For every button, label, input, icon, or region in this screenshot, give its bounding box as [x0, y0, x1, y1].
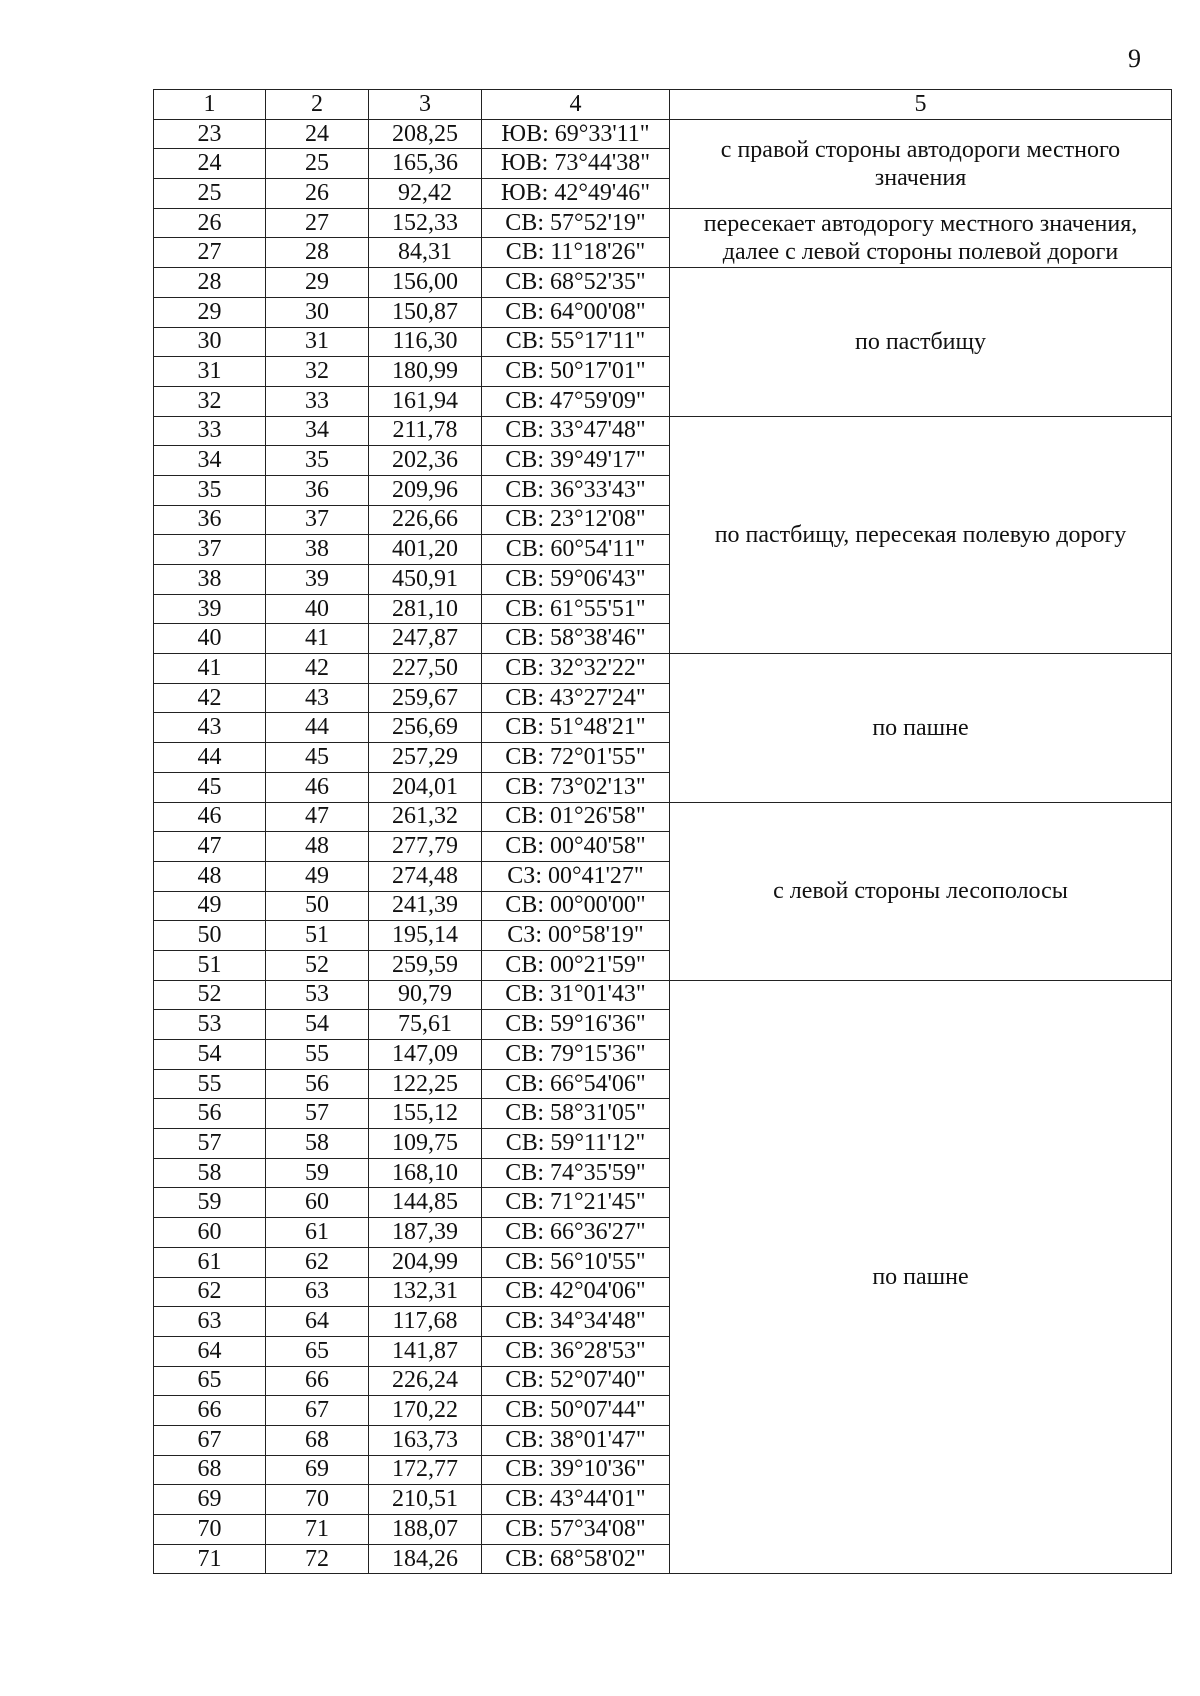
to-point-cell: 40: [266, 594, 369, 624]
to-point-cell: 61: [266, 1218, 369, 1248]
from-point-cell: 52: [154, 980, 266, 1010]
length-cell: 170,22: [369, 1396, 482, 1426]
column-header: 2: [266, 90, 369, 120]
to-point-cell: 25: [266, 149, 369, 179]
length-cell: 147,09: [369, 1040, 482, 1070]
bearing-cell: СВ: 59°11'12": [482, 1129, 670, 1159]
to-point-cell: 68: [266, 1425, 369, 1455]
bearing-cell: СВ: 43°27'24": [482, 683, 670, 713]
from-point-cell: 34: [154, 446, 266, 476]
description-cell: пересекает автодорогу местного значения, далее с левой стороны полевой дороги: [670, 208, 1172, 267]
bearing-cell: СВ: 01°26'58": [482, 802, 670, 832]
from-point-cell: 66: [154, 1396, 266, 1426]
from-point-cell: 41: [154, 654, 266, 684]
bearing-cell: СВ: 11°18'26": [482, 238, 670, 268]
from-point-cell: 60: [154, 1218, 266, 1248]
length-cell: 168,10: [369, 1158, 482, 1188]
bearing-cell: СВ: 34°34'48": [482, 1307, 670, 1337]
length-cell: 117,68: [369, 1307, 482, 1337]
bearing-cell: ЮВ: 69°33'11": [482, 119, 670, 149]
length-cell: 188,07: [369, 1515, 482, 1545]
from-point-cell: 31: [154, 357, 266, 387]
to-point-cell: 58: [266, 1129, 369, 1159]
from-point-cell: 64: [154, 1336, 266, 1366]
bearing-cell: СВ: 64°00'08": [482, 297, 670, 327]
from-point-cell: 25: [154, 179, 266, 209]
from-point-cell: 68: [154, 1455, 266, 1485]
to-point-cell: 30: [266, 297, 369, 327]
bearing-cell: СВ: 58°31'05": [482, 1099, 670, 1129]
bearing-cell: СВ: 50°17'01": [482, 357, 670, 387]
from-point-cell: 38: [154, 565, 266, 595]
to-point-cell: 43: [266, 683, 369, 713]
length-cell: 195,14: [369, 921, 482, 951]
bearing-cell: СВ: 56°10'55": [482, 1247, 670, 1277]
description-cell: по пастбищу, пересекая полевую дорогу: [670, 416, 1172, 654]
length-cell: 84,31: [369, 238, 482, 268]
bearing-cell: СЗ: 00°41'27": [482, 861, 670, 891]
length-cell: 450,91: [369, 565, 482, 595]
header-row: [154, 90, 1172, 120]
bearing-cell: СЗ: 00°58'19": [482, 921, 670, 951]
length-cell: 155,12: [369, 1099, 482, 1129]
length-cell: 259,59: [369, 950, 482, 980]
bearing-cell: СВ: 58°38'46": [482, 624, 670, 654]
length-cell: 277,79: [369, 832, 482, 862]
from-point-cell: 40: [154, 624, 266, 654]
to-point-cell: 52: [266, 950, 369, 980]
length-cell: 152,33: [369, 208, 482, 238]
table-row: [154, 802, 1172, 832]
description-cell: по пашне: [670, 654, 1172, 802]
bearing-cell: СВ: 71°21'45": [482, 1188, 670, 1218]
bearing-cell: СВ: 39°10'36": [482, 1455, 670, 1485]
from-point-cell: 54: [154, 1040, 266, 1070]
length-cell: 210,51: [369, 1485, 482, 1515]
bearing-cell: СВ: 23°12'08": [482, 505, 670, 535]
from-point-cell: 23: [154, 119, 266, 149]
to-point-cell: 49: [266, 861, 369, 891]
table-row: [154, 980, 1172, 1010]
to-point-cell: 44: [266, 713, 369, 743]
to-point-cell: 69: [266, 1455, 369, 1485]
bearing-cell: СВ: 61°55'51": [482, 594, 670, 624]
bearing-cell: СВ: 68°58'02": [482, 1544, 670, 1574]
to-point-cell: 26: [266, 179, 369, 209]
from-point-cell: 58: [154, 1158, 266, 1188]
to-point-cell: 72: [266, 1544, 369, 1574]
length-cell: 116,30: [369, 327, 482, 357]
bearing-cell: СВ: 57°34'08": [482, 1515, 670, 1545]
description-cell: с левой стороны лесополосы: [670, 802, 1172, 980]
from-point-cell: 24: [154, 149, 266, 179]
to-point-cell: 48: [266, 832, 369, 862]
length-cell: 144,85: [369, 1188, 482, 1218]
to-point-cell: 57: [266, 1099, 369, 1129]
to-point-cell: 67: [266, 1396, 369, 1426]
to-point-cell: 66: [266, 1366, 369, 1396]
bearing-cell: СВ: 42°04'06": [482, 1277, 670, 1307]
bearing-cell: ЮВ: 73°44'38": [482, 149, 670, 179]
from-point-cell: 61: [154, 1247, 266, 1277]
to-point-cell: 62: [266, 1247, 369, 1277]
length-cell: 204,99: [369, 1247, 482, 1277]
to-point-cell: 56: [266, 1069, 369, 1099]
from-point-cell: 48: [154, 861, 266, 891]
from-point-cell: 30: [154, 327, 266, 357]
length-cell: 209,96: [369, 475, 482, 505]
bearing-cell: СВ: 00°21'59": [482, 950, 670, 980]
to-point-cell: 60: [266, 1188, 369, 1218]
length-cell: 187,39: [369, 1218, 482, 1248]
bearing-cell: СВ: 33°47'48": [482, 416, 670, 446]
from-point-cell: 33: [154, 416, 266, 446]
to-point-cell: 63: [266, 1277, 369, 1307]
from-point-cell: 50: [154, 921, 266, 951]
bearing-cell: СВ: 55°17'11": [482, 327, 670, 357]
to-point-cell: 27: [266, 208, 369, 238]
bearing-cell: СВ: 74°35'59": [482, 1158, 670, 1188]
length-cell: 261,32: [369, 802, 482, 832]
bearing-cell: СВ: 59°06'43": [482, 565, 670, 595]
to-point-cell: 71: [266, 1515, 369, 1545]
column-header: 5: [670, 90, 1172, 120]
length-cell: 208,25: [369, 119, 482, 149]
description-cell: по пашне: [670, 980, 1172, 1574]
from-point-cell: 27: [154, 238, 266, 268]
to-point-cell: 37: [266, 505, 369, 535]
length-cell: 401,20: [369, 535, 482, 565]
from-point-cell: 43: [154, 713, 266, 743]
from-point-cell: 32: [154, 386, 266, 416]
length-cell: 165,36: [369, 149, 482, 179]
length-cell: 141,87: [369, 1336, 482, 1366]
description-cell: с правой стороны автодороги местного значения: [670, 119, 1172, 208]
length-cell: 241,39: [369, 891, 482, 921]
from-point-cell: 53: [154, 1010, 266, 1040]
length-cell: 92,42: [369, 179, 482, 209]
bearing-cell: СВ: 51°48'21": [482, 713, 670, 743]
to-point-cell: 41: [266, 624, 369, 654]
from-point-cell: 35: [154, 475, 266, 505]
bearing-cell: СВ: 32°32'22": [482, 654, 670, 684]
to-point-cell: 59: [266, 1158, 369, 1188]
bearing-cell: СВ: 50°07'44": [482, 1396, 670, 1426]
length-cell: 211,78: [369, 416, 482, 446]
from-point-cell: 65: [154, 1366, 266, 1396]
from-point-cell: 63: [154, 1307, 266, 1337]
length-cell: 132,31: [369, 1277, 482, 1307]
from-point-cell: 49: [154, 891, 266, 921]
length-cell: 204,01: [369, 772, 482, 802]
length-cell: 150,87: [369, 297, 482, 327]
bearing-cell: СВ: 73°02'13": [482, 772, 670, 802]
to-point-cell: 24: [266, 119, 369, 149]
length-cell: 226,24: [369, 1366, 482, 1396]
bearing-cell: СВ: 79°15'36": [482, 1040, 670, 1070]
table-row: [154, 119, 1172, 149]
length-cell: 172,77: [369, 1455, 482, 1485]
length-cell: 247,87: [369, 624, 482, 654]
page-number: 9: [1128, 44, 1141, 73]
bearing-cell: СВ: 68°52'35": [482, 268, 670, 298]
bearing-cell: СВ: 59°16'36": [482, 1010, 670, 1040]
to-point-cell: 45: [266, 743, 369, 773]
to-point-cell: 65: [266, 1336, 369, 1366]
from-point-cell: 36: [154, 505, 266, 535]
to-point-cell: 47: [266, 802, 369, 832]
to-point-cell: 46: [266, 772, 369, 802]
from-point-cell: 42: [154, 683, 266, 713]
bearing-cell: СВ: 60°54'11": [482, 535, 670, 565]
from-point-cell: 39: [154, 594, 266, 624]
length-cell: 180,99: [369, 357, 482, 387]
from-point-cell: 45: [154, 772, 266, 802]
bearing-cell: СВ: 43°44'01": [482, 1485, 670, 1515]
to-point-cell: 31: [266, 327, 369, 357]
bearing-cell: СВ: 66°36'27": [482, 1218, 670, 1248]
bearing-cell: СВ: 38°01'47": [482, 1425, 670, 1455]
to-point-cell: 38: [266, 535, 369, 565]
length-cell: 75,61: [369, 1010, 482, 1040]
length-cell: 257,29: [369, 743, 482, 773]
length-cell: 226,66: [369, 505, 482, 535]
from-point-cell: 55: [154, 1069, 266, 1099]
column-header: 4: [482, 90, 670, 120]
length-cell: 161,94: [369, 386, 482, 416]
to-point-cell: 39: [266, 565, 369, 595]
to-point-cell: 34: [266, 416, 369, 446]
length-cell: 281,10: [369, 594, 482, 624]
column-header: 3: [369, 90, 482, 120]
from-point-cell: 29: [154, 297, 266, 327]
from-point-cell: 67: [154, 1425, 266, 1455]
to-point-cell: 64: [266, 1307, 369, 1337]
bearing-cell: СВ: 36°28'53": [482, 1336, 670, 1366]
to-point-cell: 33: [266, 386, 369, 416]
bearing-cell: СВ: 39°49'17": [482, 446, 670, 476]
bearing-cell: СВ: 72°01'55": [482, 743, 670, 773]
bearing-cell: СВ: 00°40'58": [482, 832, 670, 862]
description-cell: по пастбищу: [670, 268, 1172, 416]
bearing-cell: СВ: 36°33'43": [482, 475, 670, 505]
to-point-cell: 36: [266, 475, 369, 505]
to-point-cell: 51: [266, 921, 369, 951]
length-cell: 163,73: [369, 1425, 482, 1455]
to-point-cell: 53: [266, 980, 369, 1010]
to-point-cell: 54: [266, 1010, 369, 1040]
from-point-cell: 69: [154, 1485, 266, 1515]
to-point-cell: 55: [266, 1040, 369, 1070]
table-body: [154, 119, 1172, 1574]
bearing-cell: СВ: 52°07'40": [482, 1366, 670, 1396]
from-point-cell: 46: [154, 802, 266, 832]
length-cell: 184,26: [369, 1544, 482, 1574]
bearing-cell: СВ: 31°01'43": [482, 980, 670, 1010]
length-cell: 259,67: [369, 683, 482, 713]
from-point-cell: 71: [154, 1544, 266, 1574]
length-cell: 202,36: [369, 446, 482, 476]
bearing-cell: ЮВ: 42°49'46": [482, 179, 670, 209]
boundary-table: [153, 89, 1172, 1574]
bearing-cell: СВ: 66°54'06": [482, 1069, 670, 1099]
to-point-cell: 29: [266, 268, 369, 298]
length-cell: 156,00: [369, 268, 482, 298]
from-point-cell: 47: [154, 832, 266, 862]
to-point-cell: 70: [266, 1485, 369, 1515]
table-row: [154, 416, 1172, 446]
bearing-cell: СВ: 00°00'00": [482, 891, 670, 921]
from-point-cell: 70: [154, 1515, 266, 1545]
length-cell: 90,79: [369, 980, 482, 1010]
length-cell: 274,48: [369, 861, 482, 891]
table-row: [154, 268, 1172, 298]
bearing-cell: СВ: 47°59'09": [482, 386, 670, 416]
length-cell: 256,69: [369, 713, 482, 743]
to-point-cell: 28: [266, 238, 369, 268]
from-point-cell: 26: [154, 208, 266, 238]
length-cell: 109,75: [369, 1129, 482, 1159]
column-header: 1: [154, 90, 266, 120]
from-point-cell: 28: [154, 268, 266, 298]
from-point-cell: 56: [154, 1099, 266, 1129]
to-point-cell: 35: [266, 446, 369, 476]
length-cell: 122,25: [369, 1069, 482, 1099]
table-row: [154, 654, 1172, 684]
from-point-cell: 57: [154, 1129, 266, 1159]
to-point-cell: 32: [266, 357, 369, 387]
to-point-cell: 42: [266, 654, 369, 684]
bearing-cell: СВ: 57°52'19": [482, 208, 670, 238]
from-point-cell: 44: [154, 743, 266, 773]
from-point-cell: 37: [154, 535, 266, 565]
table-row: [154, 208, 1172, 238]
from-point-cell: 59: [154, 1188, 266, 1218]
length-cell: 227,50: [369, 654, 482, 684]
to-point-cell: 50: [266, 891, 369, 921]
from-point-cell: 51: [154, 950, 266, 980]
from-point-cell: 62: [154, 1277, 266, 1307]
